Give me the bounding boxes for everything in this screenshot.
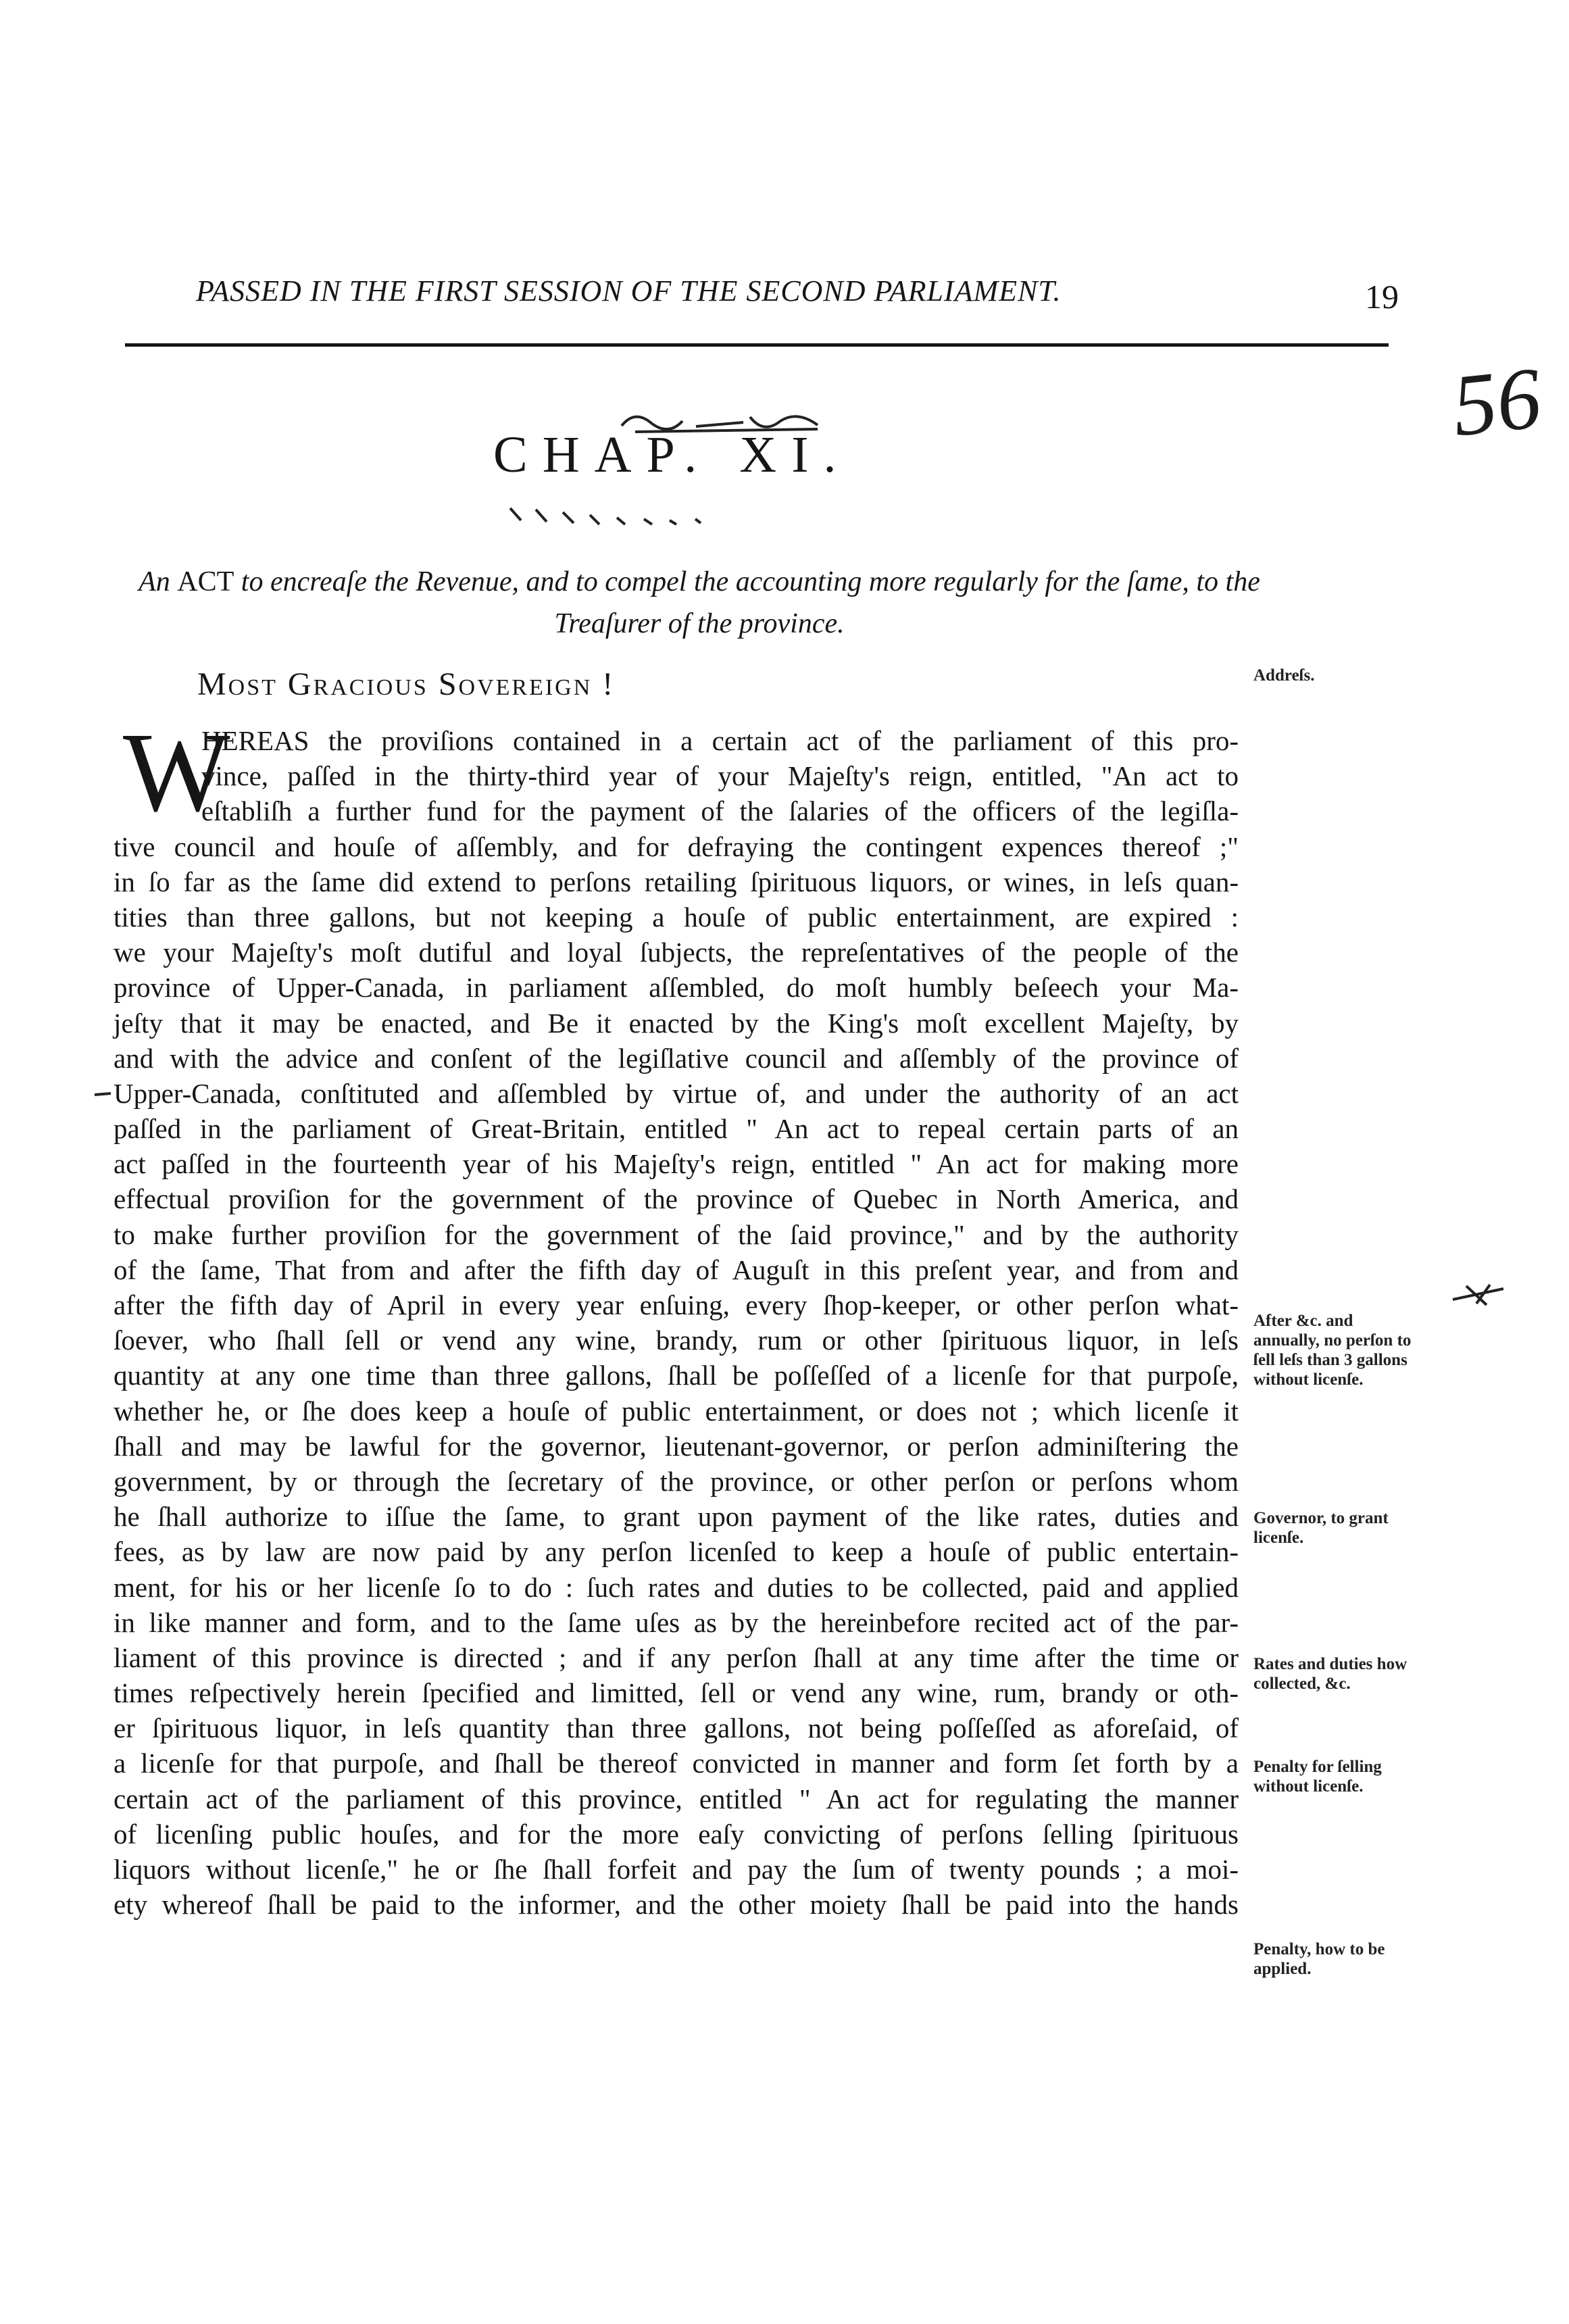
body-line: er ſpirituous liquor, in leſs quantity than three gallons, not being poſſeſſed as aforeſaid, of [114,1712,1239,1744]
salutation: Most Gracious Sovereign ! [197,666,616,702]
body-line: times reſpectively herein ſpecified and limitted, ſell or vend any wine, rum, brandy or oth- [114,1677,1239,1709]
body-line: effectual proviſion for the government of the province of Quebec in North America, and [114,1183,1239,1215]
body-line: and with the advice and conſent of the legiſlative council and aſſembly of the province of [114,1042,1239,1074]
handwritten-margin-mark [1449,1281,1510,1308]
body-line: ſoever, who ſhall ſell or vend any wine, brandy, rum or other ſpirituous liquor, in leſs [114,1325,1239,1356]
handwritten-folio-number: 56 [1447,349,1546,455]
body-line: ſhall and may be lawful for the governor, lieutenant-governor, or perſon adminiſtering the [114,1430,1239,1462]
act-title-word: ACT [177,566,234,597]
page-number: 19 [1365,278,1399,316]
header-rule [125,343,1389,347]
chapter-title: CHAP. XI. [493,426,851,483]
body-line: tities than three gallons, but not keeping a houſe of public entertainment, are expired : [114,901,1239,933]
sidenote-after-etc: After &c. and annually, no perſon to ſell leſs than 3 gallons without licenſe. [1253,1312,1412,1389]
body-line: quantity at any one time than three gallons, ſhall be poſſeſſed of a licenſe for that purpoſe, [114,1360,1239,1391]
body-line: certain act of the parliament of this province, entitled " An act for regulating the manner [114,1783,1239,1814]
act-title-rest: to encreaſe the Revenue, and to compel the accounting more regularly for the ſame, to the Treaſurer of the province. [241,566,1260,639]
body-line: paſſed in the parliament of Great-Britain, entitled " An act to repeal certain parts of an [114,1113,1239,1145]
body-line: in ſo far as the ſame did extend to perſons retailing ſpirituous liquors, or wines, in leſs quan- [114,866,1239,897]
act-title [108,561,1291,645]
body-line: vince, paſſed in the thirty-third year of your Majeſty's reign, entitled, "An act to [201,760,1239,792]
body-line: in like manner and form, and to the ſame uſes as by the hereinbefore recited act of the par- [114,1606,1239,1638]
sidenote-rates: Rates and duties how collected, &c. [1253,1655,1408,1693]
left-margin-tick [93,1088,114,1102]
body-line: tive council and houſe of aſſembly, and for defraying the contingent expences thereof ;" [114,831,1239,862]
act-title-lead: An [139,566,170,597]
body-line: government, by or through the ſecretary of the province, or other perſon or perſons whom [114,1465,1239,1497]
body-line: liquors without licenſe," he or ſhe ſhall forfeit and pay the ſum of twenty pounds ; a moi- [114,1854,1239,1885]
body-line: eſtabliſh a further fund for the payment of the ſalaries of the officers of the legiſla- [201,795,1239,827]
body-line: whether he, or ſhe does keep a houſe of public entertainment, or does not ; which licenſe it [114,1395,1239,1427]
body-line: a licenſe for that purpoſe, and ſhall be thereof convicted in manner and form ſet forth by a [114,1748,1239,1779]
sidenote-address: Addreſs. [1253,666,1315,685]
body-line: of the ſame, That from and after the fifth day of Auguſt in this preſent year, and from and [114,1254,1239,1285]
sidenote-governor: Governor, to grant licenſe. [1253,1509,1389,1547]
body-line: fees, as by law are now paid by any perſon licenſed to keep a houſe of public entertain- [114,1536,1239,1568]
sidenote-penalty-selling: Penalty for ſelling without licenſe. [1253,1758,1382,1796]
body-line: liament of this province is directed ; and if any perſon ſhall at any time after the time or [114,1641,1239,1673]
body-line: act paſſed in the fourteenth year of his Majeſty's reign, entitled " An act for making more [114,1148,1239,1180]
body-line: we your Majeſty's moſt dutiful and loyal ſubjects, the repreſentatives of the people of the [114,937,1239,968]
body-line: ment, for his or her licenſe ſo to do : ſuch rates and duties to be collected, paid and applied [114,1571,1239,1603]
body-line: HEREAS the proviſions contained in a certain act of the parliament of this pro- [201,725,1239,756]
body-line: of licenſing public houſes, and for the more eaſy convicting of perſons ſelling ſpirituous [114,1818,1239,1850]
ornament-dashes [503,500,726,534]
body-line: Upper-Canada, conſtituted and aſſembled by virtue of, and under the authority of an act [114,1077,1239,1109]
body-text [114,723,1239,1922]
body-line: he ſhall authorize to iſſue the ſame, to grant upon payment of the like rates, duties and [114,1501,1239,1533]
body-line: after the fifth day of April in every year enſuing, every ſhop-keeper, or other perſon what- [114,1289,1239,1320]
body-line: jeſty that it may be enacted, and Be it enacted by the King's moſt excellent Majeſty, by [114,1007,1239,1039]
running-head: PASSED IN THE FIRST SESSION OF THE SECOND PARLIAMENT. [196,274,1062,307]
body-line: province of Upper-Canada, in parliament aſſembled, do moſt humbly beſeech your Ma- [114,972,1239,1004]
body-line: ety whereof ſhall be paid to the informer, and the other moiety ſhall be paid into the hands [114,1889,1239,1921]
sidenote-penalty-applied: Penalty, how to be applied. [1253,1940,1385,1978]
body-line: to make further proviſion for the government of the ſaid province," and by the authority [114,1218,1239,1250]
drop-cap: W [123,710,230,835]
